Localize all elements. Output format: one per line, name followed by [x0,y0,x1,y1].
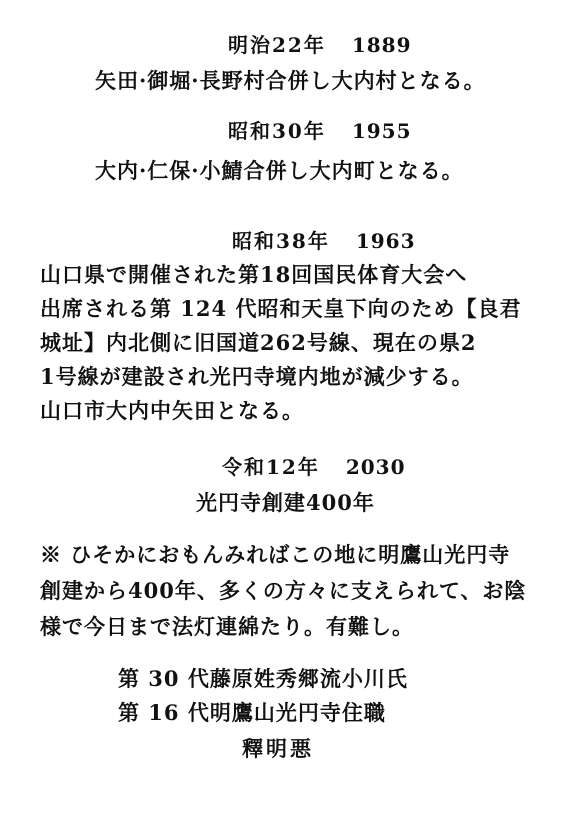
entry-text: 1号線が建設され光円寺境内地が減少する。 [40,364,474,389]
entry-heading [232,226,416,256]
era-date: 令和12年 [222,455,320,479]
entry-text: 光円寺創建400年 [196,490,375,515]
entry-text: 出席される第 124 代昭和天皇下向のため【良君 [40,296,522,321]
entry-heading [228,30,412,60]
western-year: 1963 [355,229,416,253]
western-year: 2030 [345,455,406,479]
signature-line: 第 30 代藤原姓秀郷流小川氏 [118,666,408,691]
signature-name: 釋明悪 [242,736,314,761]
era-date: 昭和30年 [228,119,326,143]
note-line: ※ ひそかにおもんみればこの地に明鷹山光円寺 [40,542,511,567]
entry-text: 大内·仁保·小鯖合併し大内町となる。 [95,158,464,183]
era-date: 明治22年 [228,33,326,57]
western-year: 1955 [351,119,412,143]
entry-text: 城址】内北側に旧国道262号線、現在の県2 [40,330,477,355]
signature-line: 第 16 代明鷹山光円寺住職 [118,700,386,725]
entry-heading [222,452,406,482]
western-year: 1889 [351,33,412,57]
entry-text: 山口市大内中矢田となる。 [40,398,304,423]
note-line: 様で今日まで法灯連綿たり。有難し。 [40,614,414,639]
entry-text: 矢田·御堀·長野村合併し大内村となる。 [95,68,486,93]
note-line: 創建から400年、多くの方々に支えられて、お陰 [40,578,527,603]
era-date: 昭和38年 [232,229,330,253]
entry-heading [228,116,412,146]
entry-text: 山口県で開催された第18回国民体育大会へ [40,262,468,287]
